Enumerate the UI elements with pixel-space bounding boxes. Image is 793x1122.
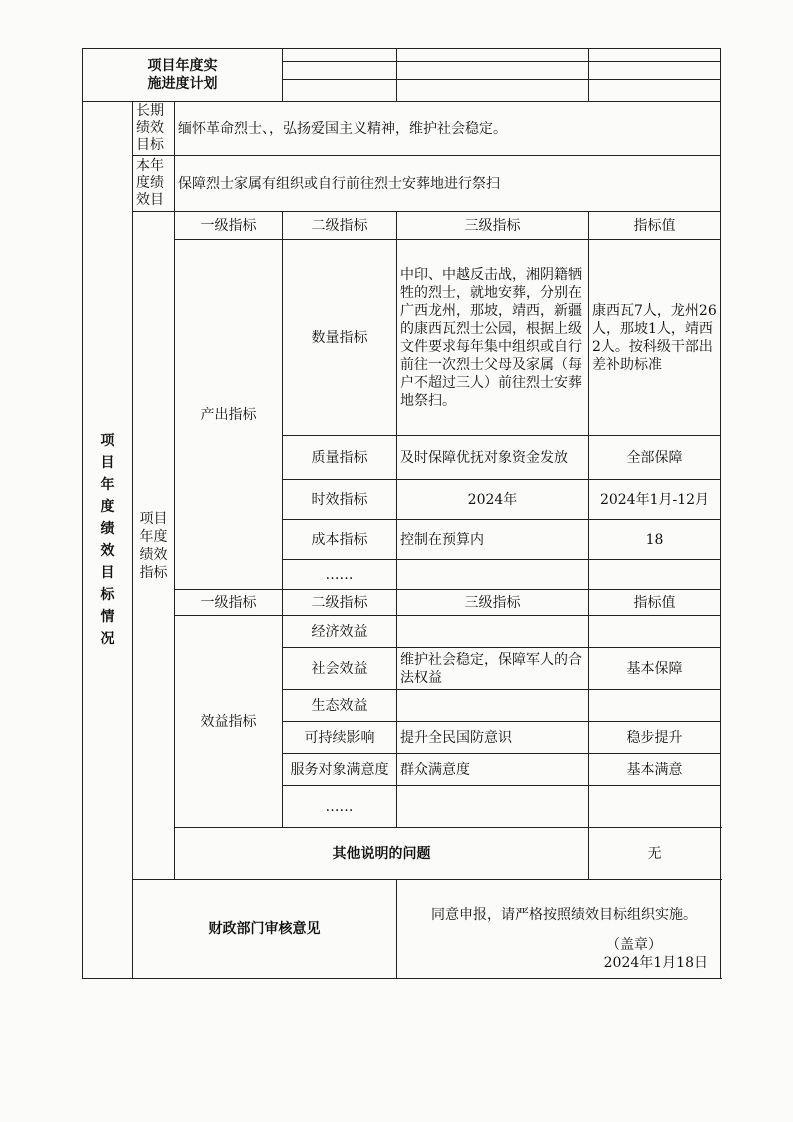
section-label-char: 度 [100, 499, 115, 515]
section-label-char: 绩 [100, 521, 115, 537]
plan-label-line1: 项目年度实 [147, 58, 218, 74]
benefit-value [589, 786, 721, 828]
plan-label-line2: 施进度计划 [147, 76, 218, 92]
annual-target-content: 保障烈士家属有组织或自行前往烈士安葬地进行祭扫 [175, 156, 721, 212]
plan-cell [589, 80, 721, 102]
indicator-label-line: 年度 [139, 528, 168, 545]
plan-cell [397, 49, 589, 62]
benefit-value [589, 690, 721, 722]
seal-note: （盖章） [606, 937, 662, 953]
section-label-char: 效 [100, 543, 115, 559]
section-label-char: 标 [100, 587, 115, 603]
header-level2: 二级指标 [283, 212, 397, 240]
section-label-char: 情 [100, 609, 115, 625]
section-label-char: 目 [100, 565, 115, 581]
benefit-value: 基本保障 [589, 648, 721, 690]
output-level2: 数量指标 [283, 240, 397, 436]
output-level3: 及时保障优抚对象资金发放 [397, 436, 589, 480]
benefit-level3: 维护社会稳定，保障军人的合法权益 [397, 648, 589, 690]
header-level1: 一级指标 [175, 590, 283, 616]
header-level1: 一级指标 [175, 212, 283, 240]
indicator-label-line: 绩效 [139, 546, 168, 563]
section-label-char: 年 [100, 477, 115, 493]
output-value: 2024年1月-12月 [589, 480, 721, 520]
plan-cell [397, 62, 589, 80]
benefit-level3 [397, 786, 589, 828]
section-label-char: 项 [100, 433, 115, 449]
output-value: 18 [589, 520, 721, 560]
benefit-level2: …… [283, 786, 397, 828]
benefit-label: 效益指标 [175, 616, 283, 828]
other-label: 其他说明的问题 [175, 828, 589, 880]
header-value: 指标值 [589, 590, 721, 616]
output-level2: 成本指标 [283, 520, 397, 560]
finance-label: 财政部门审核意见 [133, 880, 397, 979]
output-value: 康西瓦7人，龙州26人，那坡1人，靖西2人。按科级干部出差补助标准 [589, 240, 721, 436]
output-level2: …… [283, 560, 397, 590]
finance-opinion-cell [397, 880, 721, 979]
output-label: 产出指标 [175, 240, 283, 590]
benefit-level2: 服务对象满意度 [283, 754, 397, 786]
output-level3: 2024年 [397, 480, 589, 520]
header-level3: 三级指标 [397, 590, 589, 616]
plan-cell [589, 49, 721, 62]
section-label-char: 况 [100, 631, 115, 647]
benefit-level3 [397, 616, 589, 648]
header-level3: 三级指标 [397, 212, 589, 240]
output-level2: 时效指标 [283, 480, 397, 520]
output-level3: 中印、中越反击战，湘阴籍牺牲的烈士，就地安葬，分别在广西龙州，那坡，靖西，新疆的康西瓦烈士公园，根据上级文件要求每年集中组织或自行前往一次烈士父母及家属（每户不超过三人）前往烈士安葬地祭扫。 [397, 240, 589, 436]
plan-label [83, 49, 283, 102]
performance-target-form [82, 48, 721, 979]
benefit-value [589, 616, 721, 648]
benefit-level3 [397, 690, 589, 722]
benefit-level2: 可持续影响 [283, 722, 397, 754]
indicator-label-line: 项目 [139, 510, 168, 527]
output-level3 [397, 560, 589, 590]
long-term-content: 缅怀革命烈士、，弘扬爱国主义精神，维护社会稳定。 [175, 102, 721, 156]
output-level3: 控制在预算内 [397, 520, 589, 560]
annual-target-label: 本年度绩效目 [133, 156, 175, 212]
plan-cell [589, 62, 721, 80]
benefit-value: 稳步提升 [589, 722, 721, 754]
benefit-level2: 经济效益 [283, 616, 397, 648]
output-value: 全部保障 [589, 436, 721, 480]
plan-cell [283, 80, 397, 102]
finance-opinion: 同意申报，请严格按照绩效目标组织实施。 [431, 907, 697, 923]
plan-cell [397, 80, 589, 102]
other-content: 无 [589, 828, 721, 880]
benefit-level3: 提升全民国防意识 [397, 722, 589, 754]
approval-date: 2024年1月18日 [603, 955, 708, 971]
long-term-label: 长期绩效目标 [133, 102, 175, 156]
benefit-level2: 社会效益 [283, 648, 397, 690]
header-level2: 二级指标 [283, 590, 397, 616]
output-level2: 质量指标 [283, 436, 397, 480]
section-label-vertical [83, 102, 133, 979]
plan-cell [283, 62, 397, 80]
output-value [589, 560, 721, 590]
indicator-label [133, 212, 175, 880]
section-label-char: 目 [100, 455, 115, 471]
benefit-value: 基本满意 [589, 754, 721, 786]
header-value: 指标值 [589, 212, 721, 240]
benefit-level2: 生态效益 [283, 690, 397, 722]
indicator-label-line: 指标 [139, 564, 168, 581]
plan-cell [283, 49, 397, 62]
benefit-level3: 群众满意度 [397, 754, 589, 786]
